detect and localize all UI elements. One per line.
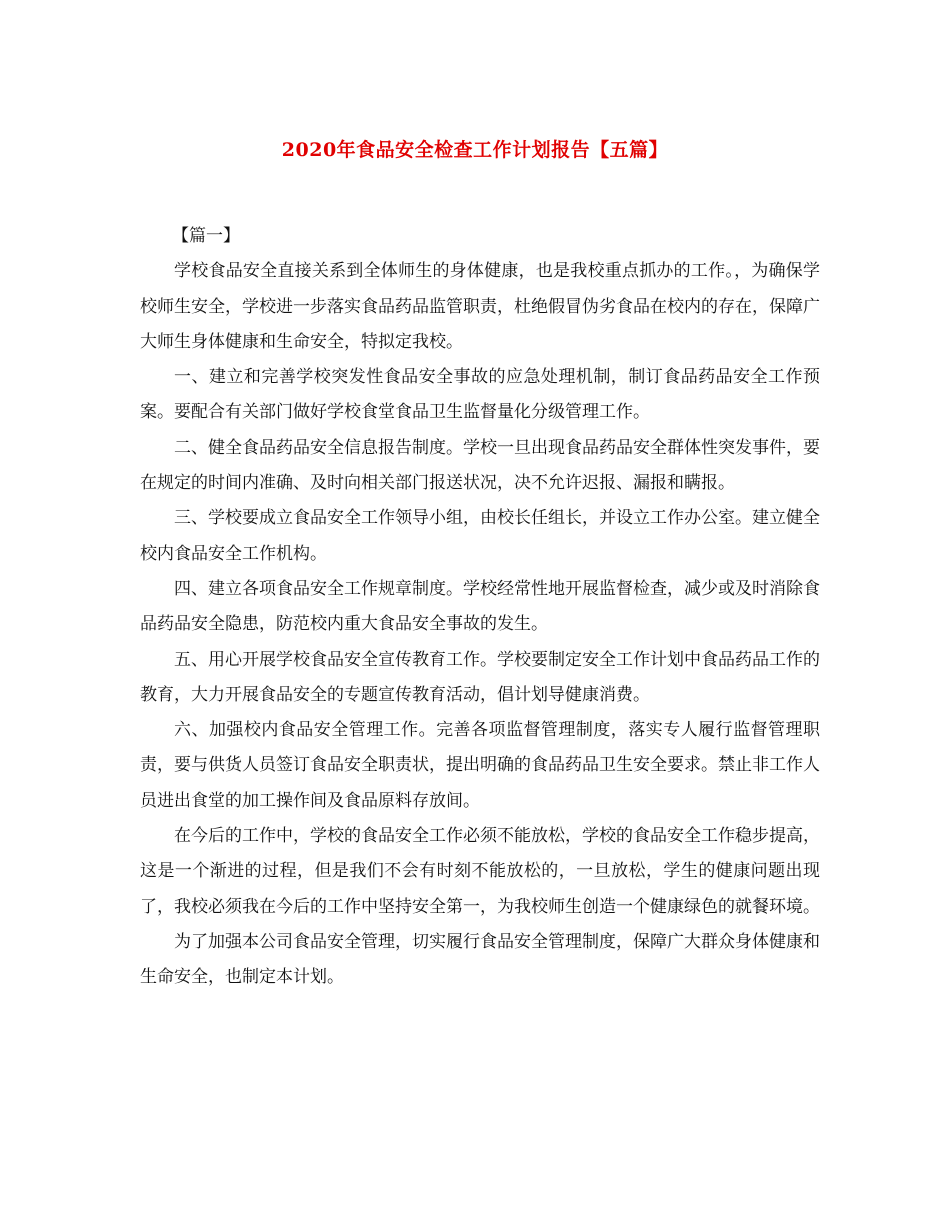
document-title: 2020年食品安全检查工作计划报告【五篇】	[281, 139, 669, 161]
document-body	[140, 219, 820, 996]
paragraph-intro: 学校食品安全直接关系到全体师生的身体健康，也是我校重点抓办的工作。，为确保学校师生安全，学校进一步落实食品药品监管职责，杜绝假冒伪劣食品在校内的存在，保障广大师生身体健康和生命安全，特拟定我校。	[140, 261, 820, 352]
paragraph-item-5: 五、用心开展学校食品安全宣传教育工作。学校要制定安全工作计划中食品药品工作的教育，大力开展食品安全的专题宣传教育活动，倡计划导健康消费。	[140, 649, 820, 705]
paragraph-item-3: 三、学校要成立食品安全工作领导小组，由校长任组长，并设立工作办公室。建立健全校内食品安全工作机构。	[140, 508, 820, 564]
paragraph-closing: 为了加强本公司食品安全管理，切实履行食品安全管理制度，保障广大群众身体健康和生命安全，也制定本计划。	[140, 931, 820, 988]
paragraph-item-4: 四、建立各项食品安全工作规章制度。学校经常性地开展监督检查，减少或及时消除食品药品安全隐患，防范校内重大食品安全事故的发生。	[140, 578, 820, 635]
paragraph-conclusion: 在今后的工作中，学校的食品安全工作必须不能放松，学校的食品安全工作稳步提高，这是一个渐进的过程，但是我们不会有时刻不能放松的，一旦放松，学生的健康问题出现了，我校必须我在今后的工作中坚持安全第一，为我校师生创造一个健康绿色的就餐环境。	[140, 826, 820, 917]
paragraph-item-2: 二、健全食品药品安全信息报告制度。学校一旦出现食品药品安全群体性突发事件，要在规定的时间内准确、及时向相关部门报送状况，决不允许迟报、漏报和瞒报。	[140, 437, 820, 494]
paragraph-item-6: 六、加强校内食品安全管理工作。完善各项监督管理制度，落实专人履行监督管理职责，要与供货人员签订食品安全职责状，提出明确的食品药品卫生安全要求。禁止非工作人员进出食堂的加工操作间及食品原料存放间。	[140, 720, 820, 811]
section-heading: 【篇一】	[172, 226, 240, 246]
paragraph-item-1: 一、建立和完善学校突发性食品安全事故的应急处理机制，制订食品药品安全工作预案。要配合有关部门做好学校食堂食品卫生监督量化分级管理工作。	[140, 367, 820, 423]
